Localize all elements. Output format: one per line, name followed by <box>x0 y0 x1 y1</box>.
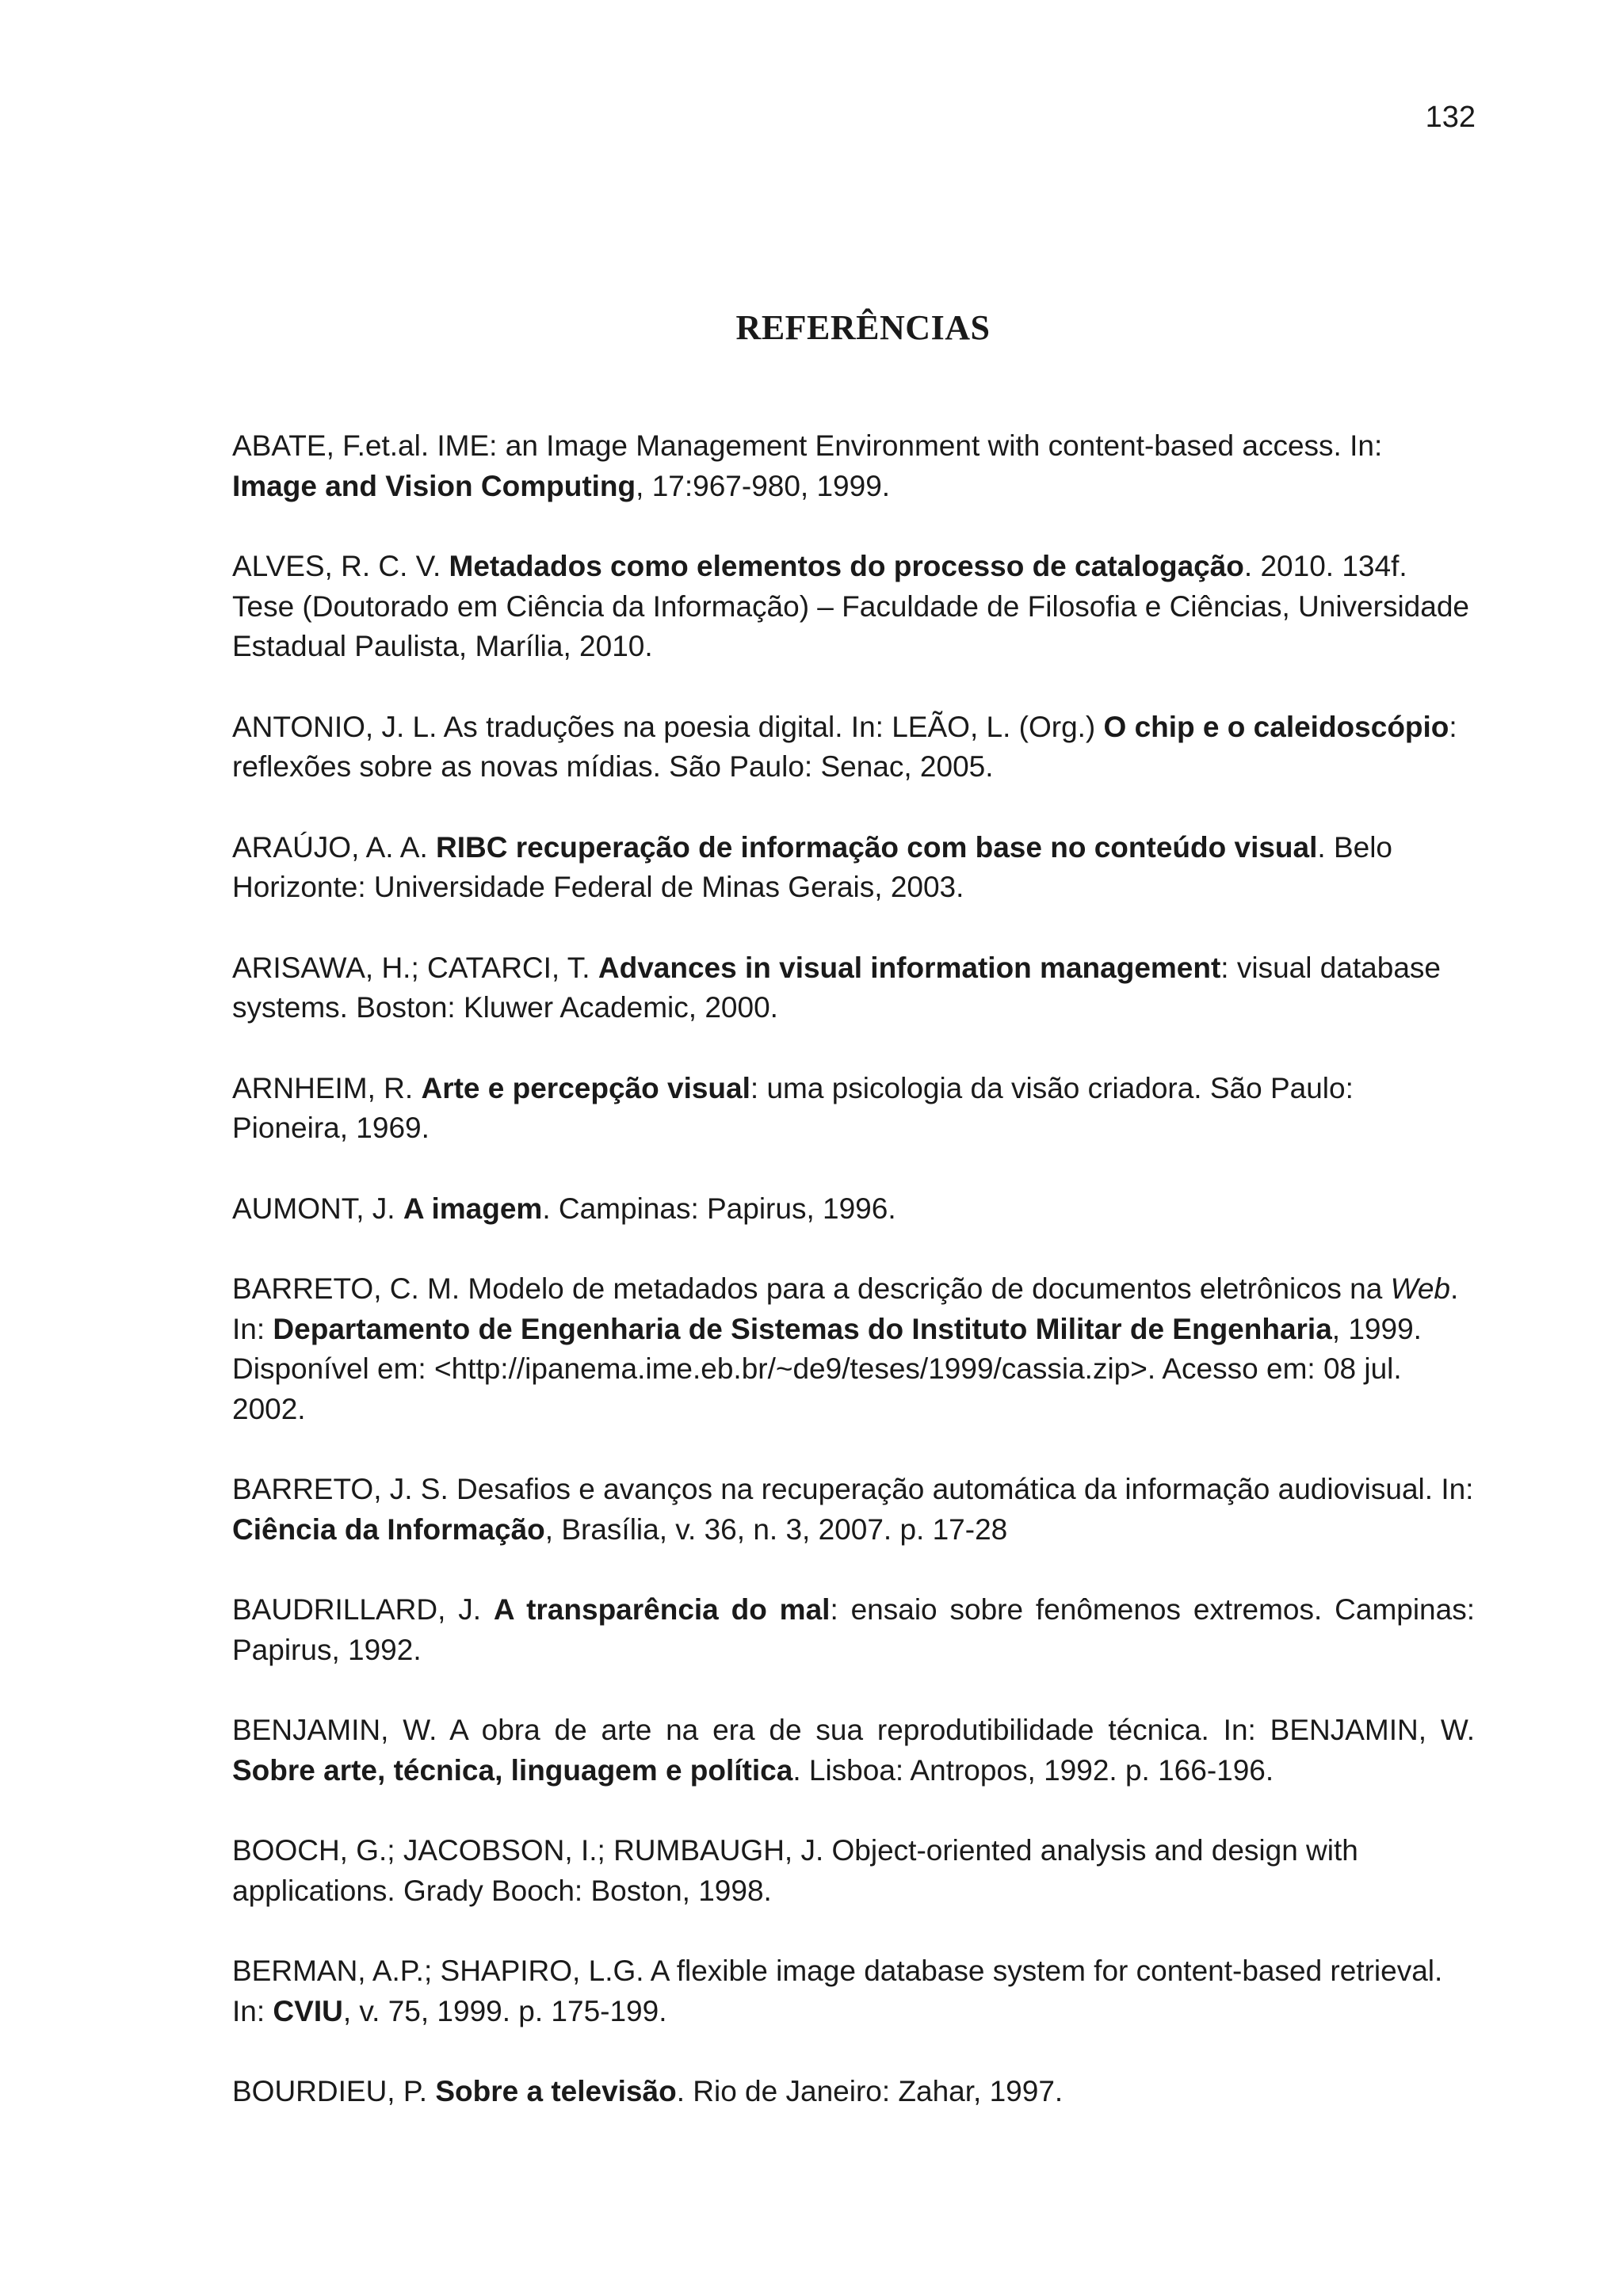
reference-entry: ABATE, F.et.al. IME: an Image Management Environment with content-based access. In: Image and Vision Computing, 17:967-980, 1999. <box>232 429 1383 502</box>
page-title: REFERÊNCIAS <box>735 308 991 347</box>
reference-entry: BENJAMIN, W. A obra de arte na era de sua reprodutibilidade técnica. In: BENJAMIN, W. Sobre arte, técnica, linguagem e política. Lisboa: Antropos, 1992. p. 166-196. <box>232 1714 1475 1787</box>
reference-entry: BOURDIEU, P. Sobre a televisão. Rio de Janeiro: Zahar, 1997. <box>232 2075 1064 2107</box>
reference-entry: ARNHEIM, R. Arte e percepção visual: uma psicologia da visão criadora. São Paulo: Pioneira, 1969. <box>232 1071 1354 1144</box>
reference-entry: AUMONT, J. A imagem. Campinas: Papirus, 1996. <box>232 1192 896 1225</box>
reference-entry: BOOCH, G.; JACOBSON, I.; RUMBAUGH, J. Object-oriented analysis and design with applications. Grady Booch: Boston, 1998. <box>232 1834 1358 1907</box>
reference-entry: BARRETO, C. M. Modelo de metadados para a descrição de documentos eletrônicos na Web. In: Departamento de Engenharia de Sistemas do Instituto Militar de Engenharia, 1999. Disponível em: <http://ipanema.ime.eb.br/~de9/teses/1999/cassia.zip>. Acesso em: 08 jul. 2002. <box>232 1272 1459 1425</box>
reference-entry: ARISAWA, H.; CATARCI, T. Advances in visual information management: visual database systems. Boston: Kluwer Academic, 2000. <box>232 951 1441 1024</box>
reference-entry: ALVES, R. C. V. Metadados como elementos do processo de catalogação. 2010. 134f. Tese (Doutorado em Ciência da Informação) – Faculdade de Filosofia e Ciências, Universidade Estadual Paulista, Marília, 2010. <box>232 550 1469 662</box>
reference-entry: BARRETO, J. S. Desafios e avanços na recuperação automática da informação audiovisual. In: Ciência da Informação, Brasília, v. 36, n. 3, 2007. p. 17-28 <box>232 1473 1474 1546</box>
reference-entry: ANTONIO, J. L. As traduções na poesia digital. In: LEÃO, L. (Org.) O chip e o caleidoscópio: reflexões sobre as novas mídias. São Paulo: Senac, 2005. <box>232 710 1457 783</box>
reference-entry: ARAÚJO, A. A. RIBC recuperação de informação com base no conteúdo visual. Belo Horizonte: Universidade Federal de Minas Gerais, 2003. <box>232 830 1393 903</box>
reference-entry: BAUDRILLARD, J. A transparência do mal: ensaio sobre fenômenos extremos. Campinas: Papirus, 1992. <box>232 1593 1475 1666</box>
reference-list <box>232 426 1475 2153</box>
reference-entry: BERMAN, A.P.; SHAPIRO, L.G. A flexible image database system for content-based retrieval. In: CVIU, v. 75, 1999. p. 175-199. <box>232 1955 1443 2027</box>
page-number: 132 <box>1425 101 1476 134</box>
